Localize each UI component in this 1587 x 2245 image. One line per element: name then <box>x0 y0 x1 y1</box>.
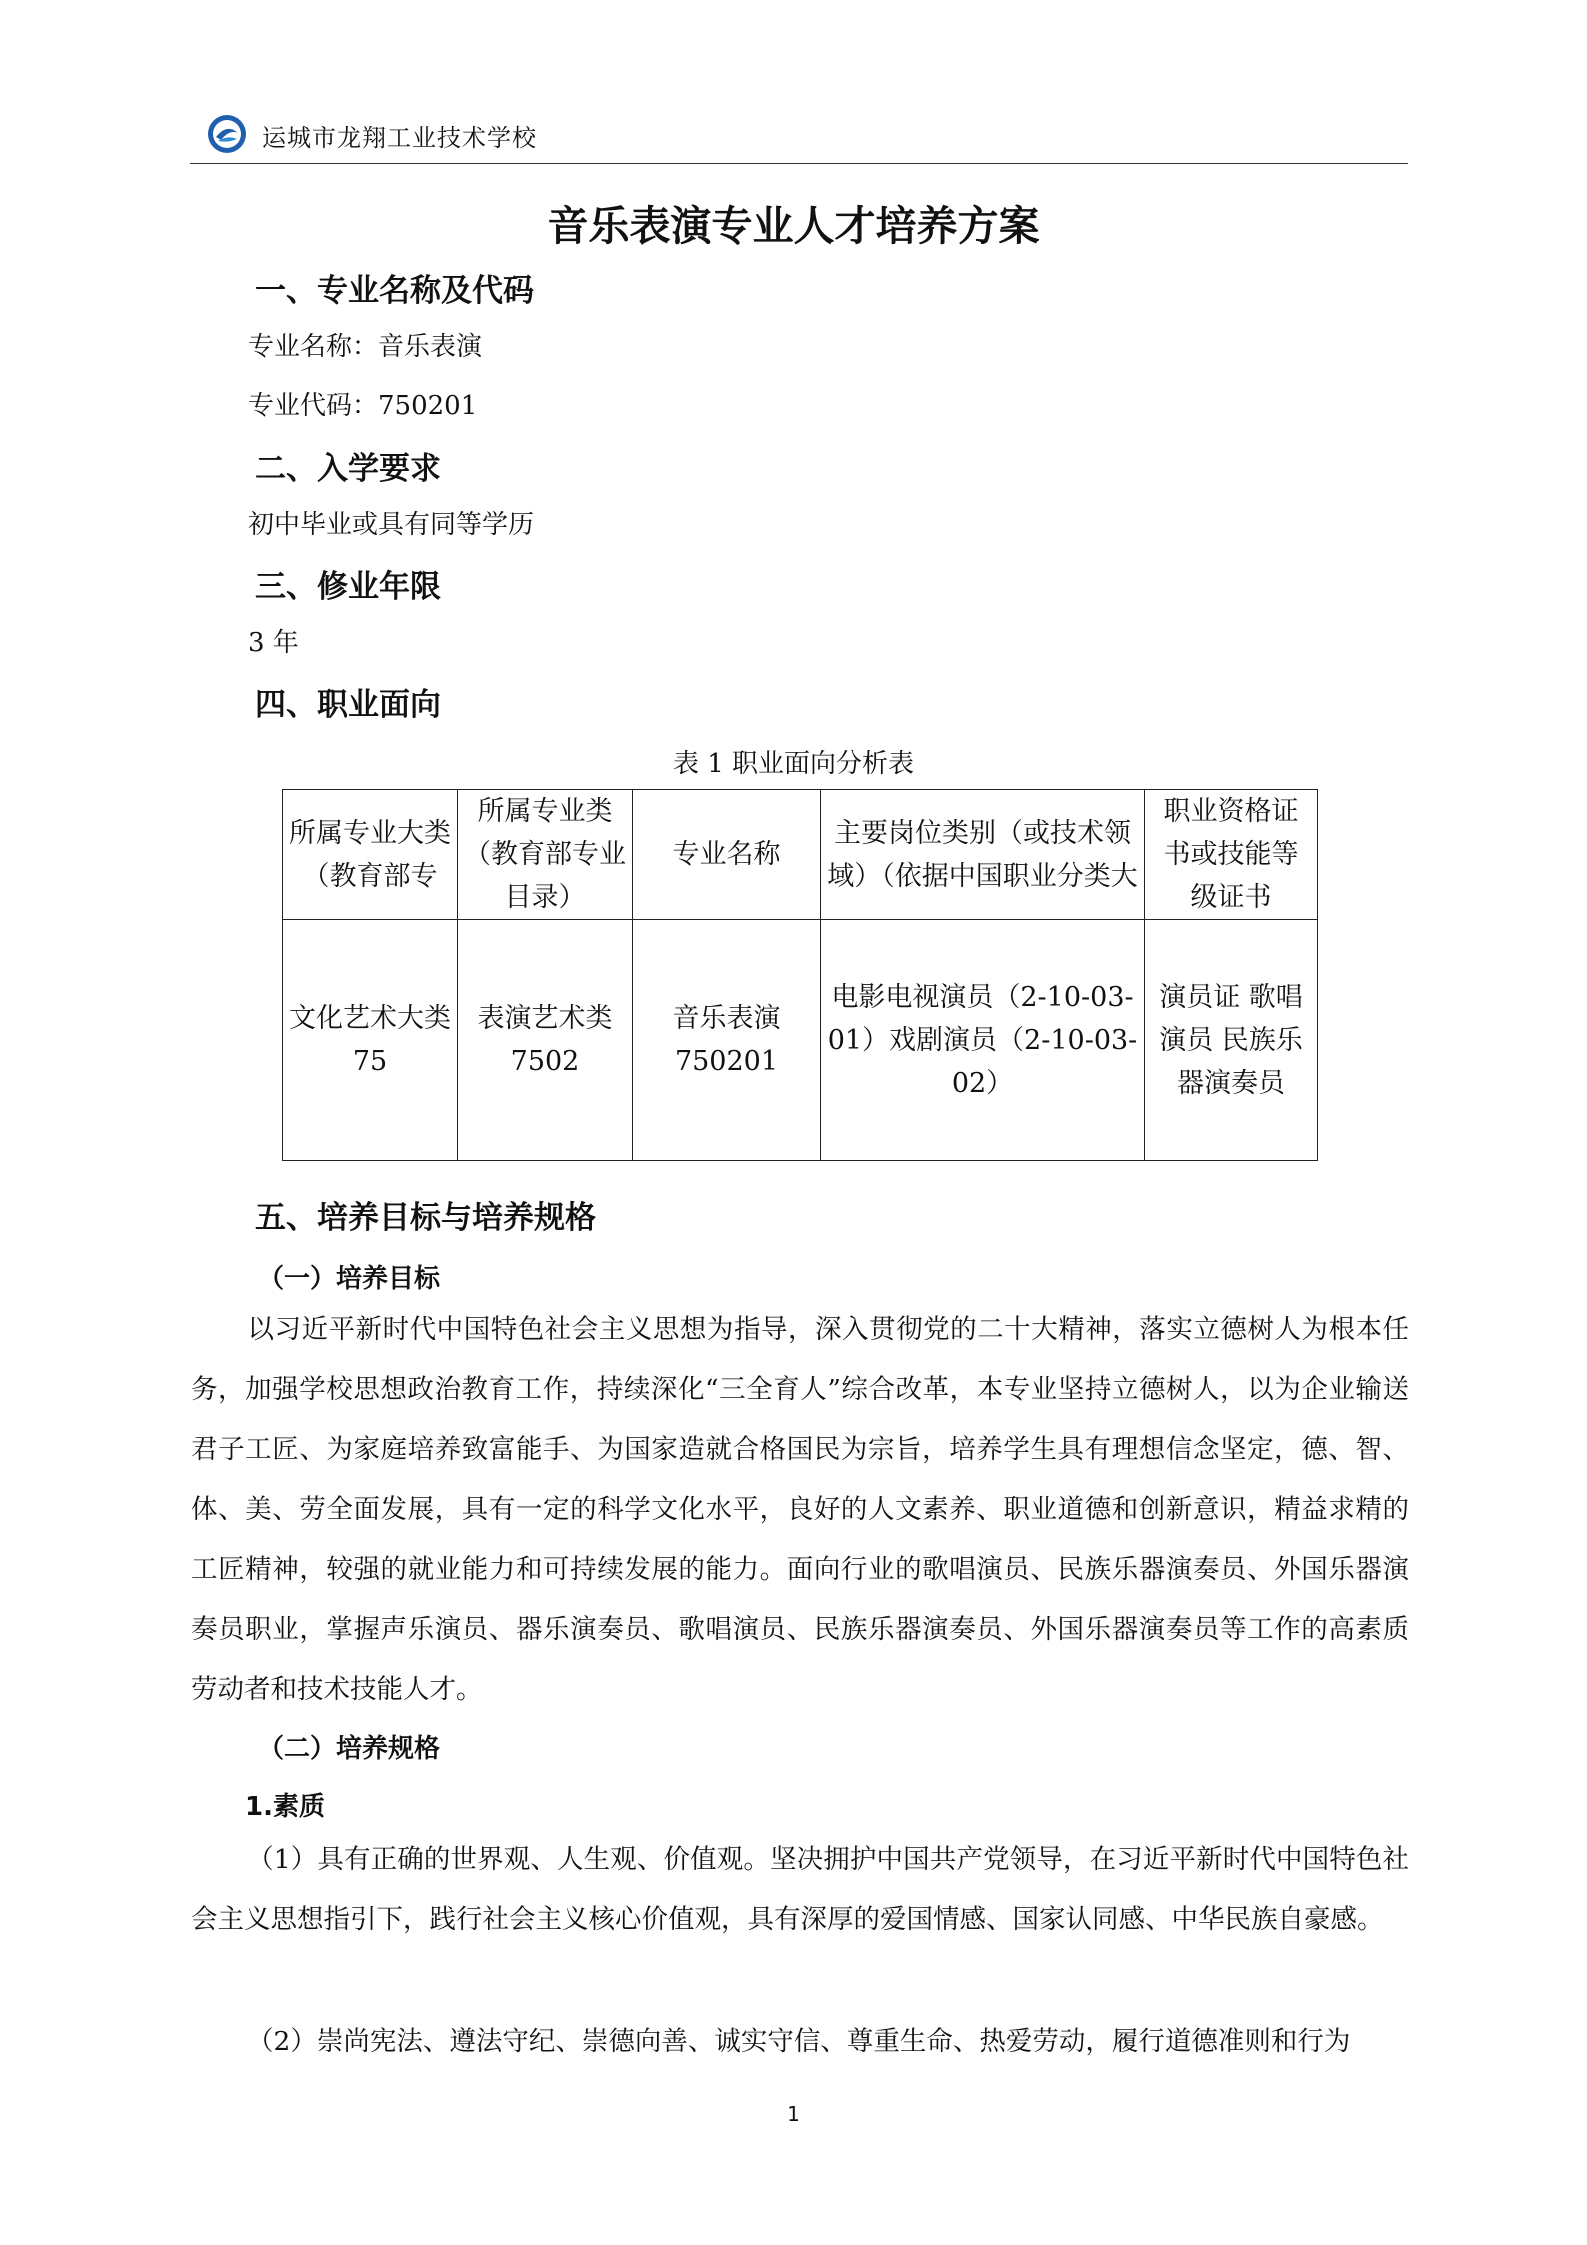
section-4-heading: 四、职业面向 <box>255 687 441 723</box>
section-2-heading: 二、入学要求 <box>255 451 441 487</box>
page-number: 1 <box>787 2102 800 2126</box>
goal-paragraph <box>191 1300 1409 1720</box>
table-cell: 文化艺术大类 75 <box>283 920 458 1161</box>
school-logo-icon <box>206 113 248 155</box>
section-3-heading: 三、修业年限 <box>255 569 441 605</box>
quality-item-1-text: （1）具有正确的世界观、人生观、价值观。坚决拥护中国共产党领导，在习近平新时代中国特色社会主义思想指引下，践行社会主义核心价值观，具有深厚的爱国情感、国家认同感、中华民族自豪感。 <box>191 1844 1409 1935</box>
major-name-line: 专业名称：音乐表演 <box>248 332 483 362</box>
goal-text: 以习近平新时代中国特色社会主义思想为指导，深入贯彻党的二十大精神，落实立德树人为根本任务，加强学校思想政治教育工作，持续深化“三全育人”综合改革，本专业坚持立德树人，以为企业输送君子工匠、为家庭培养致富能手、为国家造就合格国民为宗旨，培养学生具有理想信念坚定，德、智、体、美、劳全面发展，具有一定的科学文化水平，良好的人文素养、职业道德和创新意识，精益求精的工匠精神，较强的就业能力和可持续发展的能力。面向行业的歌唱演员、民族乐器演奏员、外国乐器演奏员职业，掌握声乐演员、器乐演奏员、歌唱演员、民族乐器演奏员、外国乐器演奏员等工作的高素质劳动者和技术技能人才。 <box>191 1314 1409 1705</box>
table-header-cell: 所属专业类（教育部专业目录） <box>458 790 633 920</box>
quality-item-1 <box>191 1830 1409 1950</box>
table-cell: 表演艺术类 7502 <box>458 920 633 1161</box>
table-row <box>283 920 1318 1161</box>
study-duration: 3 年 <box>248 628 299 658</box>
table-header-cell: 专业名称 <box>633 790 821 920</box>
school-name: 运城市龙翔工业技术学校 <box>262 124 537 152</box>
entry-requirement: 初中毕业或具有同等学历 <box>248 510 535 540</box>
table-header-cell: 职业资格证书或技能等级证书 <box>1145 790 1318 920</box>
quality-heading: 1.素质 <box>245 1792 325 1822</box>
major-code-line: 专业代码：750201 <box>248 391 478 421</box>
table-header-cell: 所属专业大类（教育部专 <box>283 790 458 920</box>
quality-item-2-text: （2）崇尚宪法、遵法守纪、崇德向善、诚实守信、尊重生命、热爱劳动，履行道德准则和行为 <box>247 2026 1351 2057</box>
table-header-row <box>283 790 1318 920</box>
career-orientation-table <box>282 789 1318 1161</box>
page-header <box>190 108 1408 164</box>
subsection-spec-heading: （二）培养规格 <box>258 1734 441 1764</box>
table-cell: 电影电视演员（2-10-03-01）戏剧演员（2-10-03-02） <box>821 920 1145 1161</box>
section-5-heading: 五、培养目标与培养规格 <box>255 1200 596 1236</box>
table-cell: 音乐表演 750201 <box>633 920 821 1161</box>
table-header-cell: 主要岗位类别（或技术领域）（依据中国职业分类大 <box>821 790 1145 920</box>
table-cell: 演员证 歌唱演员 民族乐器演奏员 <box>1145 920 1318 1161</box>
subsection-goal-heading: （一）培养目标 <box>258 1264 441 1294</box>
section-1-heading: 一、专业名称及代码 <box>255 273 534 309</box>
table-caption: 表 1 职业面向分析表 <box>672 749 915 779</box>
quality-item-2 <box>191 2012 1409 2072</box>
page-title: 音乐表演专业人才培养方案 <box>547 202 1040 250</box>
